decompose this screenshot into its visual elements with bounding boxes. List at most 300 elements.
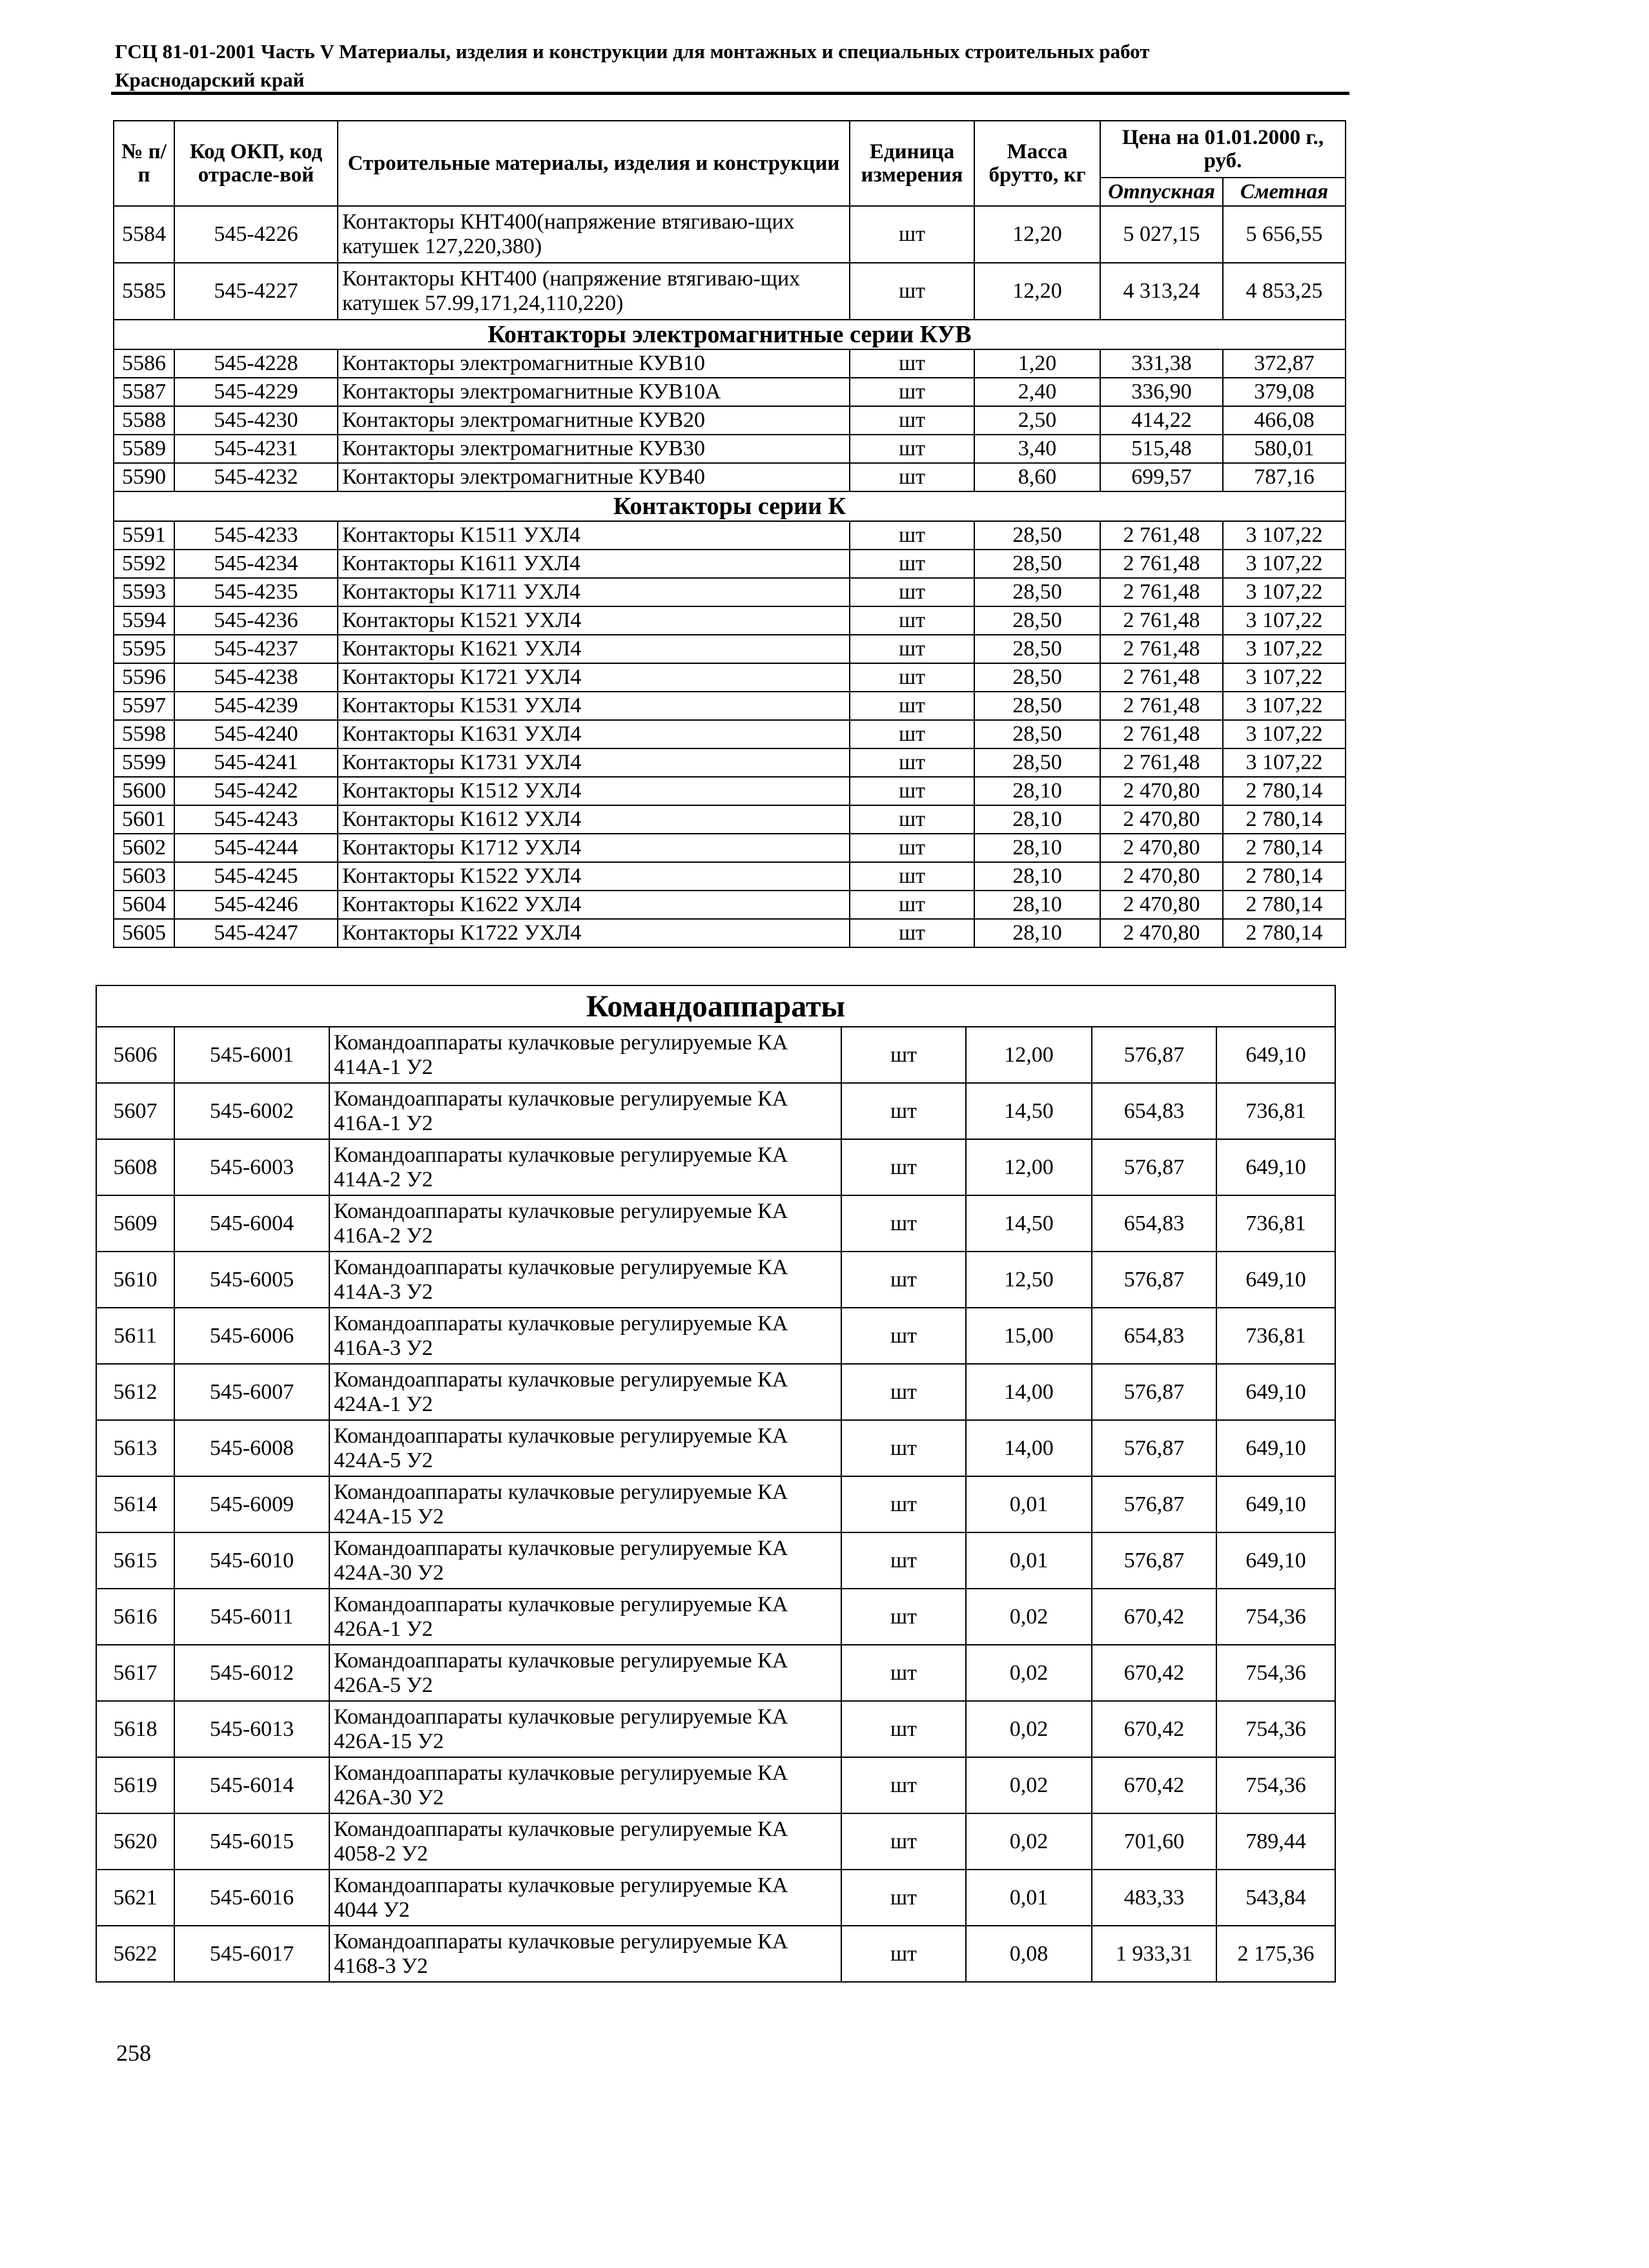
row-name: Командоаппараты кулачковые регулируемые КА 424А-1 У2 xyxy=(329,1364,841,1420)
row-number: 5618 xyxy=(96,1701,174,1757)
table-row xyxy=(96,1701,1335,1757)
row-mass: 28,50 xyxy=(974,663,1100,692)
row-estimate-price: 754,36 xyxy=(1216,1589,1335,1645)
row-code: 545-6006 xyxy=(174,1308,329,1364)
row-mass: 0,08 xyxy=(966,1926,1092,1982)
row-code: 545-6004 xyxy=(174,1195,329,1252)
table-row xyxy=(114,692,1346,720)
row-mass: 14,50 xyxy=(966,1195,1092,1252)
row-estimate-price: 754,36 xyxy=(1216,1645,1335,1701)
row-unit: шт xyxy=(850,777,974,805)
row-mass: 0,02 xyxy=(966,1813,1092,1870)
row-mass: 28,10 xyxy=(974,805,1100,834)
section-heading-row xyxy=(114,491,1346,521)
table-row xyxy=(114,777,1346,805)
row-name: Контакторы К1512 УХЛ4 xyxy=(338,777,850,805)
table-row xyxy=(96,1420,1335,1476)
row-name: Командоаппараты кулачковые регулируемые КА 426А-30 У2 xyxy=(329,1757,841,1813)
row-mass: 28,50 xyxy=(974,748,1100,777)
table-row xyxy=(114,578,1346,606)
col-code: Код ОКП, код отрасле-вой xyxy=(174,121,338,206)
running-header xyxy=(115,37,1149,94)
row-name: Командоаппараты кулачковые регулируемые КА 426А-1 У2 xyxy=(329,1589,841,1645)
row-unit: шт xyxy=(841,1476,966,1532)
row-code: 545-4232 xyxy=(174,463,338,491)
row-code: 545-4239 xyxy=(174,692,338,720)
row-code: 545-4231 xyxy=(174,435,338,463)
row-number: 5591 xyxy=(114,521,174,550)
row-release-price: 576,87 xyxy=(1092,1139,1216,1195)
row-unit: шт xyxy=(841,1532,966,1589)
row-mass: 28,10 xyxy=(974,777,1100,805)
row-unit: шт xyxy=(841,1589,966,1645)
row-estimate-price: 649,10 xyxy=(1216,1027,1335,1083)
row-estimate-price: 2 780,14 xyxy=(1223,805,1346,834)
row-code: 545-6007 xyxy=(174,1364,329,1420)
row-unit: шт xyxy=(841,1027,966,1083)
row-code: 545-6014 xyxy=(174,1757,329,1813)
row-code: 545-6015 xyxy=(174,1813,329,1870)
table-row xyxy=(114,748,1346,777)
row-release-price: 331,38 xyxy=(1100,349,1223,378)
row-unit: шт xyxy=(841,1195,966,1252)
row-release-price: 2 470,80 xyxy=(1100,805,1223,834)
row-number: 5613 xyxy=(96,1420,174,1476)
row-estimate-price: 2 780,14 xyxy=(1223,777,1346,805)
row-number: 5604 xyxy=(114,891,174,919)
row-number: 5606 xyxy=(96,1027,174,1083)
page-number: 258 xyxy=(116,2040,151,2066)
row-mass: 28,50 xyxy=(974,550,1100,578)
row-release-price: 2 761,48 xyxy=(1100,550,1223,578)
row-mass: 2,50 xyxy=(974,406,1100,435)
row-unit: шт xyxy=(850,606,974,635)
row-mass: 0,02 xyxy=(966,1757,1092,1813)
row-mass: 0,02 xyxy=(966,1645,1092,1701)
row-code: 545-4236 xyxy=(174,606,338,635)
row-mass: 8,60 xyxy=(974,463,1100,491)
table-row xyxy=(96,1195,1335,1252)
row-unit: шт xyxy=(850,463,974,491)
price-table-continued xyxy=(96,985,1336,1983)
row-number: 5586 xyxy=(114,349,174,378)
row-name: Контакторы электромагнитные КУВ10А xyxy=(338,378,850,406)
col-release-price: Отпускная xyxy=(1100,178,1223,206)
row-estimate-price: 3 107,22 xyxy=(1223,748,1346,777)
row-code: 545-4243 xyxy=(174,805,338,834)
row-estimate-price: 789,44 xyxy=(1216,1813,1335,1870)
col-name: Строительные материалы, изделия и конструкции xyxy=(338,121,850,206)
row-name: Контакторы К1722 УХЛ4 xyxy=(338,919,850,947)
row-release-price: 2 470,80 xyxy=(1100,919,1223,947)
section-heading: Контакторы серии К xyxy=(114,491,1346,521)
row-mass: 28,50 xyxy=(974,635,1100,663)
row-release-price: 2 761,48 xyxy=(1100,692,1223,720)
row-unit: шт xyxy=(850,550,974,578)
row-estimate-price: 543,84 xyxy=(1216,1870,1335,1926)
row-unit: шт xyxy=(841,1083,966,1139)
section-heading-row xyxy=(96,985,1335,1027)
row-mass: 12,00 xyxy=(966,1027,1092,1083)
table-row xyxy=(114,663,1346,692)
row-name: Командоаппараты кулачковые регулируемые КА 414А-1 У2 xyxy=(329,1027,841,1083)
row-mass: 15,00 xyxy=(966,1308,1092,1364)
row-estimate-price: 3 107,22 xyxy=(1223,635,1346,663)
row-name: Контакторы К1731 УХЛ4 xyxy=(338,748,850,777)
row-number: 5615 xyxy=(96,1532,174,1589)
row-release-price: 699,57 xyxy=(1100,463,1223,491)
row-release-price: 576,87 xyxy=(1092,1476,1216,1532)
row-unit: шт xyxy=(841,1870,966,1926)
row-release-price: 670,42 xyxy=(1092,1757,1216,1813)
row-release-price: 2 761,48 xyxy=(1100,578,1223,606)
section-heading: Контакторы электромагнитные серии КУВ xyxy=(114,320,1346,349)
table-row xyxy=(114,463,1346,491)
row-unit: шт xyxy=(850,521,974,550)
row-release-price: 576,87 xyxy=(1092,1252,1216,1308)
row-mass: 28,50 xyxy=(974,692,1100,720)
row-estimate-price: 4 853,25 xyxy=(1223,263,1346,320)
row-mass: 28,10 xyxy=(974,862,1100,891)
table-row xyxy=(114,919,1346,947)
row-estimate-price: 372,87 xyxy=(1223,349,1346,378)
col-mass: Масса брутто, кг xyxy=(974,121,1100,206)
row-name: Командоаппараты кулачковые регулируемые КА 426А-5 У2 xyxy=(329,1645,841,1701)
table-row xyxy=(96,1532,1335,1589)
row-estimate-price: 649,10 xyxy=(1216,1139,1335,1195)
row-release-price: 576,87 xyxy=(1092,1364,1216,1420)
section-heading-row xyxy=(114,320,1346,349)
table-row xyxy=(114,550,1346,578)
row-unit: шт xyxy=(841,1757,966,1813)
row-number: 5611 xyxy=(96,1308,174,1364)
row-mass: 0,01 xyxy=(966,1476,1092,1532)
row-code: 545-4241 xyxy=(174,748,338,777)
row-unit: шт xyxy=(850,435,974,463)
table-row xyxy=(114,378,1346,406)
row-number: 5612 xyxy=(96,1364,174,1420)
row-name: Контакторы электромагнитные КУВ40 xyxy=(338,463,850,491)
row-number: 5610 xyxy=(96,1252,174,1308)
row-unit: шт xyxy=(850,406,974,435)
row-code: 545-6011 xyxy=(174,1589,329,1645)
row-name: Командоаппараты кулачковые регулируемые КА 4168-3 У2 xyxy=(329,1926,841,1982)
row-mass: 0,01 xyxy=(966,1532,1092,1589)
table-row xyxy=(96,1476,1335,1532)
table-row xyxy=(96,1645,1335,1701)
row-name: Контакторы К1611 УХЛ4 xyxy=(338,550,850,578)
row-release-price: 2 761,48 xyxy=(1100,663,1223,692)
row-name: Командоаппараты кулачковые регулируемые КА 424А-5 У2 xyxy=(329,1420,841,1476)
row-estimate-price: 649,10 xyxy=(1216,1532,1335,1589)
row-estimate-price: 736,81 xyxy=(1216,1083,1335,1139)
table-row xyxy=(114,349,1346,378)
row-estimate-price: 736,81 xyxy=(1216,1195,1335,1252)
row-estimate-price: 5 656,55 xyxy=(1223,206,1346,263)
row-number: 5620 xyxy=(96,1813,174,1870)
header-rule xyxy=(111,92,1349,95)
row-code: 545-4246 xyxy=(174,891,338,919)
table-row xyxy=(96,1308,1335,1364)
row-estimate-price: 3 107,22 xyxy=(1223,550,1346,578)
row-unit: шт xyxy=(850,206,974,263)
table-row xyxy=(96,1083,1335,1139)
row-mass: 28,10 xyxy=(974,919,1100,947)
row-name: Контакторы электромагнитные КУВ20 xyxy=(338,406,850,435)
row-estimate-price: 649,10 xyxy=(1216,1252,1335,1308)
row-name: Командоаппараты кулачковые регулируемые КА 424А-30 У2 xyxy=(329,1532,841,1589)
row-name: Контакторы КНТ400 (напряжение втягиваю-щих катушек 57.99,171,24,110,220) xyxy=(338,263,850,320)
row-number: 5616 xyxy=(96,1589,174,1645)
row-number: 5589 xyxy=(114,435,174,463)
row-estimate-price: 3 107,22 xyxy=(1223,720,1346,748)
row-estimate-price: 2 780,14 xyxy=(1223,862,1346,891)
row-mass: 12,20 xyxy=(974,263,1100,320)
row-estimate-price: 466,08 xyxy=(1223,406,1346,435)
row-name: Командоаппараты кулачковые регулируемые КА 416А-2 У2 xyxy=(329,1195,841,1252)
row-unit: шт xyxy=(850,663,974,692)
row-code: 545-6013 xyxy=(174,1701,329,1757)
col-estimate-price: Сметная xyxy=(1223,178,1346,206)
table-row xyxy=(96,1027,1335,1083)
row-unit: шт xyxy=(841,1308,966,1364)
row-estimate-price: 2 780,14 xyxy=(1223,834,1346,862)
row-code: 545-4229 xyxy=(174,378,338,406)
table-row xyxy=(114,862,1346,891)
row-code: 545-6010 xyxy=(174,1532,329,1589)
table-row xyxy=(114,521,1346,550)
row-estimate-price: 649,10 xyxy=(1216,1364,1335,1420)
row-release-price: 2 761,48 xyxy=(1100,606,1223,635)
row-mass: 28,50 xyxy=(974,720,1100,748)
row-unit: шт xyxy=(850,349,974,378)
row-estimate-price: 3 107,22 xyxy=(1223,521,1346,550)
row-unit: шт xyxy=(850,378,974,406)
row-estimate-price: 754,36 xyxy=(1216,1701,1335,1757)
row-number: 5602 xyxy=(114,834,174,862)
row-name: Контакторы К1522 УХЛ4 xyxy=(338,862,850,891)
row-mass: 14,00 xyxy=(966,1420,1092,1476)
row-number: 5590 xyxy=(114,463,174,491)
row-number: 5601 xyxy=(114,805,174,834)
row-name: Командоаппараты кулачковые регулируемые КА 426А-15 У2 xyxy=(329,1701,841,1757)
row-number: 5599 xyxy=(114,748,174,777)
row-release-price: 4 313,24 xyxy=(1100,263,1223,320)
row-mass: 3,40 xyxy=(974,435,1100,463)
row-mass: 14,00 xyxy=(966,1364,1092,1420)
row-name: Контакторы К1631 УХЛ4 xyxy=(338,720,850,748)
row-name: Контакторы К1511 УХЛ4 xyxy=(338,521,850,550)
row-mass: 28,50 xyxy=(974,521,1100,550)
row-number: 5595 xyxy=(114,635,174,663)
row-name: Командоаппараты кулачковые регулируемые КА 414А-3 У2 xyxy=(329,1252,841,1308)
row-release-price: 2 761,48 xyxy=(1100,748,1223,777)
row-release-price: 654,83 xyxy=(1092,1083,1216,1139)
table-row xyxy=(114,805,1346,834)
row-estimate-price: 580,01 xyxy=(1223,435,1346,463)
row-code: 545-4237 xyxy=(174,635,338,663)
table-row xyxy=(114,720,1346,748)
row-release-price: 670,42 xyxy=(1092,1701,1216,1757)
row-release-price: 670,42 xyxy=(1092,1589,1216,1645)
row-code: 545-4247 xyxy=(174,919,338,947)
row-name: Командоаппараты кулачковые регулируемые КА 416А-1 У2 xyxy=(329,1083,841,1139)
row-number: 5622 xyxy=(96,1926,174,1982)
row-release-price: 336,90 xyxy=(1100,378,1223,406)
row-code: 545-6003 xyxy=(174,1139,329,1195)
row-unit: шт xyxy=(850,748,974,777)
row-mass: 28,10 xyxy=(974,891,1100,919)
row-name: Контакторы К1711 УХЛ4 xyxy=(338,578,850,606)
row-name: Контакторы электромагнитные КУВ30 xyxy=(338,435,850,463)
row-mass: 28,10 xyxy=(974,834,1100,862)
row-number: 5614 xyxy=(96,1476,174,1532)
row-number: 5588 xyxy=(114,406,174,435)
row-release-price: 2 470,80 xyxy=(1100,891,1223,919)
row-unit: шт xyxy=(841,1420,966,1476)
row-release-price: 654,83 xyxy=(1092,1308,1216,1364)
row-release-price: 2 761,48 xyxy=(1100,720,1223,748)
row-mass: 1,20 xyxy=(974,349,1100,378)
row-name: Контакторы К1712 УХЛ4 xyxy=(338,834,850,862)
table-row xyxy=(96,1252,1335,1308)
price-table xyxy=(113,120,1346,948)
row-number: 5603 xyxy=(114,862,174,891)
row-unit: шт xyxy=(841,1701,966,1757)
row-mass: 28,50 xyxy=(974,578,1100,606)
row-name: Командоаппараты кулачковые регулируемые КА 414А-2 У2 xyxy=(329,1139,841,1195)
row-code: 545-6002 xyxy=(174,1083,329,1139)
row-release-price: 483,33 xyxy=(1092,1870,1216,1926)
table-row xyxy=(114,635,1346,663)
row-number: 5597 xyxy=(114,692,174,720)
row-code: 545-4233 xyxy=(174,521,338,550)
table-row xyxy=(114,206,1346,263)
row-number: 5598 xyxy=(114,720,174,748)
row-number: 5596 xyxy=(114,663,174,692)
row-mass: 14,50 xyxy=(966,1083,1092,1139)
row-number: 5608 xyxy=(96,1139,174,1195)
row-code: 545-4245 xyxy=(174,862,338,891)
row-unit: шт xyxy=(850,805,974,834)
row-number: 5605 xyxy=(114,919,174,947)
table-row xyxy=(114,406,1346,435)
row-unit: шт xyxy=(850,919,974,947)
row-number: 5607 xyxy=(96,1083,174,1139)
row-estimate-price: 379,08 xyxy=(1223,378,1346,406)
row-mass: 28,50 xyxy=(974,606,1100,635)
row-number: 5592 xyxy=(114,550,174,578)
row-number: 5584 xyxy=(114,206,174,263)
col-unit: Единица измерения xyxy=(850,121,974,206)
row-estimate-price: 2 175,36 xyxy=(1216,1926,1335,1982)
row-code: 545-6008 xyxy=(174,1420,329,1476)
row-mass: 0,01 xyxy=(966,1870,1092,1926)
row-name: Командоаппараты кулачковые регулируемые КА 416А-3 У2 xyxy=(329,1308,841,1364)
row-mass: 12,50 xyxy=(966,1252,1092,1308)
row-name: Командоаппараты кулачковые регулируемые КА 4044 У2 xyxy=(329,1870,841,1926)
row-name: Контакторы К1612 УХЛ4 xyxy=(338,805,850,834)
row-estimate-price: 754,36 xyxy=(1216,1757,1335,1813)
row-code: 545-4242 xyxy=(174,777,338,805)
row-mass: 12,20 xyxy=(974,206,1100,263)
row-unit: шт xyxy=(841,1645,966,1701)
row-number: 5600 xyxy=(114,777,174,805)
row-number: 5587 xyxy=(114,378,174,406)
row-release-price: 576,87 xyxy=(1092,1027,1216,1083)
row-estimate-price: 649,10 xyxy=(1216,1476,1335,1532)
row-name: Командоаппараты кулачковые регулируемые КА 424А-15 У2 xyxy=(329,1476,841,1532)
table-row xyxy=(114,834,1346,862)
row-estimate-price: 2 780,14 xyxy=(1223,919,1346,947)
row-code: 545-4226 xyxy=(174,206,338,263)
row-code: 545-6009 xyxy=(174,1476,329,1532)
row-number: 5594 xyxy=(114,606,174,635)
row-mass: 0,02 xyxy=(966,1589,1092,1645)
row-release-price: 701,60 xyxy=(1092,1813,1216,1870)
row-estimate-price: 3 107,22 xyxy=(1223,606,1346,635)
row-code: 545-4228 xyxy=(174,349,338,378)
row-estimate-price: 3 107,22 xyxy=(1223,663,1346,692)
section-heading: Командоаппараты xyxy=(96,985,1335,1027)
row-code: 545-4235 xyxy=(174,578,338,606)
row-estimate-price: 2 780,14 xyxy=(1223,891,1346,919)
row-name: Контакторы КНТ400(напряжение втягиваю-щих катушек 127,220,380) xyxy=(338,206,850,263)
row-unit: шт xyxy=(850,635,974,663)
row-release-price: 414,22 xyxy=(1100,406,1223,435)
row-release-price: 576,87 xyxy=(1092,1420,1216,1476)
table-row xyxy=(96,1757,1335,1813)
row-code: 545-6016 xyxy=(174,1870,329,1926)
row-estimate-price: 3 107,22 xyxy=(1223,692,1346,720)
table-row xyxy=(96,1589,1335,1645)
row-estimate-price: 736,81 xyxy=(1216,1308,1335,1364)
table-row xyxy=(114,606,1346,635)
row-number: 5617 xyxy=(96,1645,174,1701)
row-code: 545-6005 xyxy=(174,1252,329,1308)
row-name: Контакторы электромагнитные КУВ10 xyxy=(338,349,850,378)
row-unit: шт xyxy=(841,1364,966,1420)
row-mass: 0,02 xyxy=(966,1701,1092,1757)
col-number: № п/п xyxy=(114,121,174,206)
row-estimate-price: 649,10 xyxy=(1216,1420,1335,1476)
row-release-price: 670,42 xyxy=(1092,1645,1216,1701)
table-row xyxy=(114,891,1346,919)
table-row xyxy=(96,1926,1335,1982)
row-code: 545-6012 xyxy=(174,1645,329,1701)
row-code: 545-4244 xyxy=(174,834,338,862)
row-release-price: 2 761,48 xyxy=(1100,635,1223,663)
header-region: Краснодарский край xyxy=(115,68,305,91)
row-release-price: 2 761,48 xyxy=(1100,521,1223,550)
table-row xyxy=(96,1139,1335,1195)
row-code: 545-4240 xyxy=(174,720,338,748)
row-release-price: 576,87 xyxy=(1092,1532,1216,1589)
row-name: Контакторы К1521 УХЛ4 xyxy=(338,606,850,635)
row-release-price: 2 470,80 xyxy=(1100,834,1223,862)
table-row xyxy=(96,1364,1335,1420)
row-name: Контакторы К1622 УХЛ4 xyxy=(338,891,850,919)
row-name: Контакторы К1621 УХЛ4 xyxy=(338,635,850,663)
row-release-price: 515,48 xyxy=(1100,435,1223,463)
row-unit: шт xyxy=(850,263,974,320)
row-unit: шт xyxy=(850,834,974,862)
row-number: 5609 xyxy=(96,1195,174,1252)
row-number: 5621 xyxy=(96,1870,174,1926)
col-price: Цена на 01.01.2000 г., руб. xyxy=(1100,121,1346,178)
row-unit: шт xyxy=(841,1813,966,1870)
row-number: 5593 xyxy=(114,578,174,606)
